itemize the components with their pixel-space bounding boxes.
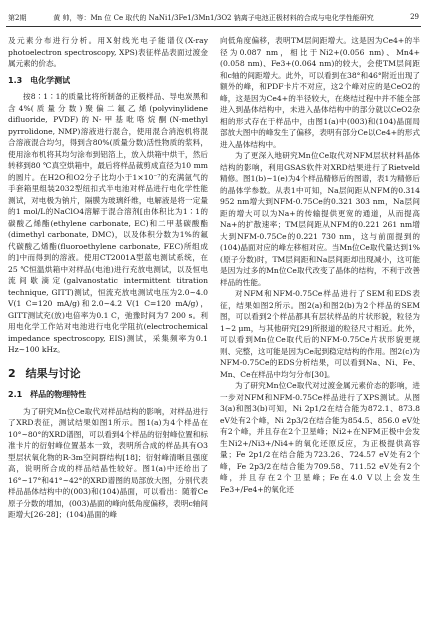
xps-paragraph: 为了研究Mn位Ce取代对过渡金属元素价态的影响，进一步对NFM和NFM-0.75Ce样品进行了XPS测试。从图3(a)和图3(b)可知，Ni 2p1/2在结合能为872.1、873.8 eV处有2个峰，Ni 2p3/2在结合能为854.5、856.0 eV处有2个峰，并且存在2个卫星峰；Ni2+在NFM正极中会发生Ni2+/Ni3+/Ni4+的氧化还原反应，为正极提供高容量；Fe 2p1/2在结合能为723.26、724.57 eV处有2个峰，Fe 2p3/2在结合能为709.58、711.52 eV处有2个峰，并且存在2个卫星峰；Fe在4.0 V以上会发生Fe3+/Fe4+的氧化还: [220, 381, 420, 494]
section-number: 2: [8, 366, 16, 380]
page-number: 29: [410, 13, 419, 21]
issue-number: 第2期: [8, 14, 27, 22]
rietveld-paragraph: 为了更深入地研究Mn位Ce取代对NFM层状材料晶体结构的影响，利用GSAS软件对XRD结果进行了Rietveld精修。图1(b)~1(e)为4个样品精修后的图谱，表1为精修后的晶体学参数。从表1中可知，Na层间距从NFM的0.314 952 nm增大到NFM-0.75Ce的0.321 303 nm，Na层间距的增大可以为Na+的传输提供更宽的通道，从而提高Na+的扩散速率；TM层间距从NFM的0.221 261 nm增大到NFM-0.75Ce的0.221 730 nm，这与前面提到的(104)晶面对应的峰左移相对应。当Mn位Ce取代量达到1%(原子分数)时，TM层间距和Na层间距却出现减小，这可能是因为过多的Mn位Ce取代改变了晶体的结构，不利于改善样品的性能。: [220, 151, 420, 287]
section-number: 2.1: [8, 390, 23, 399]
right-column: [220, 35, 420, 627]
continued-paragraph: 向低角度偏移，表明TM层间距增大。这是因为Ce4+的半径为0.087 nm，相比于Ni2+(0.056 nm)、Mn4+(0.058 nm)、Fe3+(0.064 nm)的较大，会使TM层间距和c轴的间距增大。此外，可以看到在38°和46°附近出现了额外的峰，和PDF卡片不对应，这2个峰对应的是CeO2的峰，这是因为Ce4+的半径较大，在烧结过程中并不能全部进入到晶体结构中，未进入晶体结构中的部分就以CeO2杂相的形式存在于样品中，由图1(a)中(003)和(104)晶面局部放大图中的峰发生了偏移，表明有部分Ce以Ce4+的形式进入晶体结构中。: [220, 36, 420, 149]
section-title: 结果与讨论: [25, 366, 81, 380]
electrochem-paragraph: 按8∶1∶1的质量比将所制备的正极样品、导电炭黑和含4%(质量分数)聚偏二氟乙烯(polyvinylidene difluoride, PVDF)的N-甲基吡咯烷酮(N-methyl pyrrolidone, NMP)溶液进行混合，使用混合消泡机将混合溶液混合均匀，得到含80%(质量分数)活性物质的浆料，使用涂布机将其均匀涂布到铝箔上，放入烘箱中烘干，然后转移到80 ℃真空烘箱中，最后将样品裁剪成直径为10 mm的圆片。在H2O和O2分子比均小于1×10⁻⁷的充满氩气的手套箱里组装2032型纽扣式半电池对样品进行电化学性能测试，对电极为钠片，隔膜为玻璃纤维，电解液是将一定量的1 mol/L的NaClO4溶解于混合溶剂[由体积比为1∶1的碳酸乙烯酯(ethylene carbonate, EC)和二甲基碳酸酯(dimethyl carbonate, DMC)，以及体积分数为1%的氟代碳酸乙烯酯(fluoroethylene carbonate, FEC)所组成的]中而得到的溶液。使用CT2001A型蓝电测试系统，在25 ℃恒温烘箱中对样品(电池)进行充放电测试，以及恒电流间歇滴定(galvanostatic intermittent titration technique, GITT)测试，恒流充放电测试电压为2.0~4.0 V(1 C=120 mA/g)和2.0~4.2 V(1 C=120 mA/g)，GITT测试充(放)电倍率为0.1 C，弛豫时间为7 200 s。利用电化学工作站对电池进行电化学阻抗(electrochemical impedance spectroscopy, EIS)测试，采集频率为0.1 Hz~100 kHz。: [8, 92, 208, 354]
page-header: [0, 0, 427, 32]
running-title: 黄 帅，等：Mn 位 Ce 取代的 NaNi1/3Fe1/3Mn1/3O2 钠离子电池正极材料的合成与电化学性能研究: [53, 14, 374, 22]
section-title: 电化学测试: [30, 75, 71, 85]
section-title: 样品的物理特性: [30, 390, 87, 399]
section-heading-2-1: [8, 389, 208, 401]
header-rule: [6, 26, 421, 27]
section-number: 1.3: [8, 75, 23, 85]
intro-paragraph: 及元素分布进行分析。用X射线光电子能谱仪(X-ray photoelectron spectroscopy, XPS)表征样品表面过渡金属元素的价态。: [8, 36, 208, 68]
sem-paragraph: 对NFM和NFM-0.75Ce样品进行了SEM和EDS表征，结果如图2所示。图2(a)和图2(b)为2个样品的SEM图，可以看到2个样品都具有层状样品的片状形貌，粒径为1~2 μm，与其他研究[29]所报道的粒径尺寸相近。此外，可以看到Mn位Ce取代后的NFM-0.75Ce片状形貌更规则、完整，这可能是因为Ce起到稳定结构的作用。图2(c)为NFM-0.75Ce的EDS分析结果，可以看到Na、Ni、Fe、Mn、Ce在样品中均匀分布[30]。: [220, 289, 420, 379]
section-heading-1-3: [8, 75, 208, 87]
section-heading-2: [8, 368, 208, 380]
physical-paragraph: 为了研究Mn位Ce取代对样品结构的影响，对样品进行了XRD表征，测试结果如图1所示。图1(a)为4个样品在10°~80°的XRD谱图，可以看到4个样品的衍射峰位置和标准卡片的衍射峰位置基本一致，表明所合成的样品具有O3型层状氧化物的R-3m空间群结构[18]；衍射峰清晰且强度高，说明所合成的样品结晶性较好。图1(a)中还给出了16°~17°和41°~42°的XRD谱图的局部放大图，分别代表样品晶体结构中的(003)和(104)晶面，可以看出：随着Ce原子分数的增加，(003)晶面的峰向低角度偏移，表明c轴间距增大[26-28]；(104)晶面的峰: [8, 406, 208, 519]
left-column: [8, 35, 208, 627]
